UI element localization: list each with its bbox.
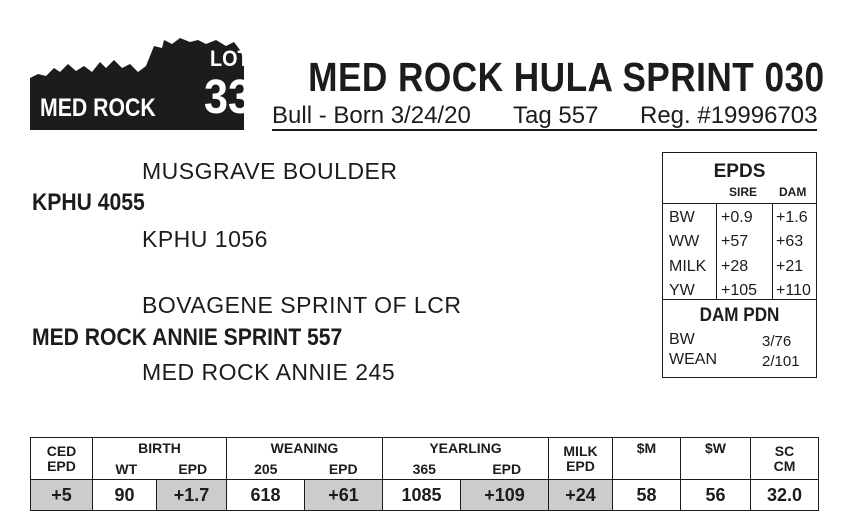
pdn-row-value: 2/101 — [762, 353, 800, 370]
epd-dam-value: +1.6 — [776, 209, 808, 226]
sire: KPHU 4055 — [32, 189, 145, 216]
sex-birthdate: Bull - Born 3/24/20 — [272, 102, 471, 129]
yearling-365-value: 1085 — [383, 480, 461, 511]
dam-sire: BOVAGENE SPRINT OF LCR — [142, 292, 462, 318]
pdn-row-label: BW — [669, 331, 695, 348]
epd-dam-header: DAM — [779, 185, 807, 199]
epd-sire-value: +28 — [721, 258, 749, 275]
values-row — [31, 480, 819, 511]
col-weaning: WEANING 205 EPD — [227, 438, 383, 480]
birth-wt-value: 90 — [93, 480, 157, 511]
col-yearling: YEARLING 365 EPD — [383, 438, 549, 480]
col-sc: SC CM — [751, 438, 819, 480]
sc-value: 32.0 — [751, 480, 819, 511]
weaning-epd-value: +61 — [305, 480, 383, 511]
ranch-logo — [30, 38, 253, 130]
epd-dam-value: +21 — [776, 258, 804, 275]
sm-value: 58 — [613, 480, 681, 511]
yearling-epd-value: +109 — [461, 480, 549, 511]
milk-value: +24 — [549, 480, 613, 511]
sire-dam: KPHU 1056 — [142, 226, 268, 252]
brand-name: MED ROCK — [40, 94, 156, 122]
performance-table — [30, 437, 819, 511]
dam: MED ROCK ANNIE SPRINT 557 — [32, 324, 343, 351]
col-birth: BIRTH WT EPD — [93, 438, 227, 480]
birth-epd-value: +1.7 — [157, 480, 227, 511]
dam-pdn-title: DAM PDN — [699, 305, 780, 326]
col-milk: MILK EPD — [549, 438, 613, 480]
sire-sire: MUSGRAVE BOULDER — [142, 158, 398, 184]
tag-number: Tag 557 — [513, 102, 599, 129]
pdn-row-value: 3/76 — [762, 333, 792, 350]
epd-row-label: YW — [669, 282, 695, 299]
ced-value: +5 — [31, 480, 93, 511]
epd-sire-value: +0.9 — [721, 209, 753, 226]
epd-dam-value: +110 — [776, 282, 811, 299]
epd-sire-value: +105 — [721, 282, 758, 299]
epd-sire-value: +57 — [721, 233, 749, 250]
epd-panel — [662, 152, 817, 378]
animal-info-line — [272, 103, 817, 131]
col-ced: CED EPD — [31, 438, 93, 480]
dam-dam: MED ROCK ANNIE 245 — [142, 359, 396, 385]
sw-value: 56 — [681, 480, 751, 511]
col-sw: $W — [681, 438, 751, 480]
pdn-row-label: WEAN — [669, 351, 717, 368]
weaning-205-value: 618 — [227, 480, 305, 511]
col-sm: $M — [613, 438, 681, 480]
epd-sire-header: SIRE — [729, 185, 758, 199]
animal-name-title: MED ROCK HULA SPRINT 030 — [308, 54, 825, 100]
lot-label: LOT — [210, 46, 250, 71]
registration-number: Reg. #19996703 — [640, 102, 818, 129]
epd-row-label: MILK — [669, 258, 707, 275]
lot-number: 33 — [203, 71, 253, 124]
epd-row-label: WW — [669, 233, 700, 250]
epd-title: EPDS — [713, 161, 766, 182]
epd-row-label: BW — [669, 209, 695, 226]
header-row — [31, 438, 819, 480]
epd-dam-value: +63 — [776, 233, 804, 250]
